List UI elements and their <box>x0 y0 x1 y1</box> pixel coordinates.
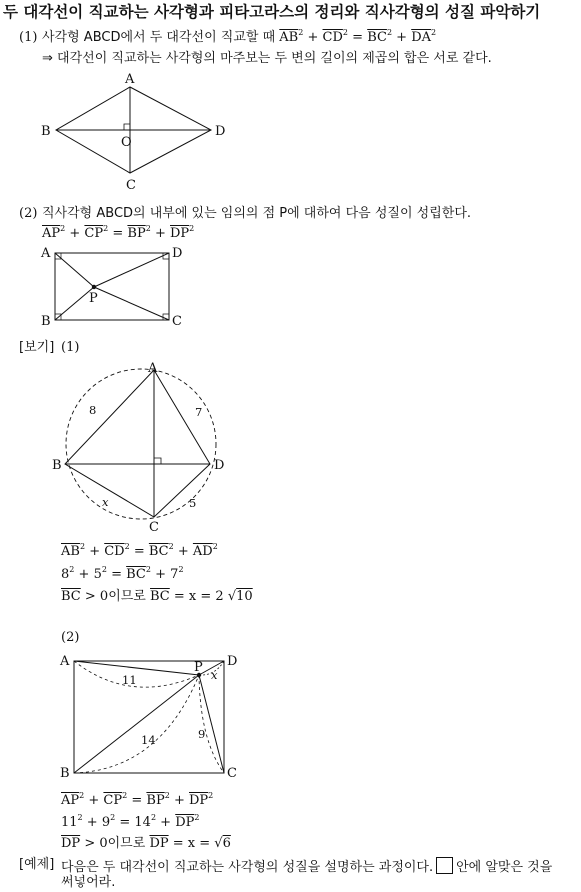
vertex-label-B: B <box>60 766 70 781</box>
length-label-ab: 8 <box>89 403 97 417</box>
length-label-ap: 11 <box>122 673 137 687</box>
vertex-label-D: D <box>214 458 225 473</box>
length-label-cp: 9 <box>198 727 206 741</box>
vertex-label-B: B <box>41 314 51 329</box>
answer-blank-box <box>436 857 453 874</box>
example-1-line-2: $8^2 + 5^2 = \overline{BC}^2 + 7^2$ <box>61 565 184 582</box>
point-label-P: P <box>89 291 98 306</box>
length-label-bc: x <box>102 495 109 509</box>
example-1-line-3: $\overline{BC} > 0$이므로 $\overline{BC} = x = 2$ √10 <box>61 589 253 604</box>
example-tag: [보기] <box>19 340 55 355</box>
length-label-dp: x <box>211 668 218 682</box>
vertex-label-A: A <box>41 246 51 261</box>
section-1-conclusion: ⇒ 대각선이 직교하는 사각형의 마주보는 두 변의 길이의 제곱의 합은 서로 같다. <box>42 51 492 66</box>
length-label-bp: 14 <box>141 733 156 747</box>
vertex-label-B: B <box>41 124 51 139</box>
vertex-label-D: D <box>227 654 238 669</box>
example-1-line-1: $\overline{AB}^2 + \overline{CD}^2 = \overline{BC}^2 + \overline{AD}^2$ <box>61 542 218 559</box>
section-1-number: (1) <box>19 30 38 45</box>
problem-text-line-2: 써넣어라. <box>61 875 116 890</box>
problem-text-line-1: 다음은 두 대각선이 직교하는 사각형의 성질을 설명하는 과정이다. 안에 알맞은 것을 <box>61 857 552 876</box>
length-label-ad: 7 <box>195 405 203 419</box>
vertex-label-B: B <box>52 458 62 473</box>
problem-tag: [예제] <box>19 857 55 872</box>
example-1-number: (1) <box>61 340 80 355</box>
example-2-number: (2) <box>61 630 80 645</box>
point-label-P: P <box>194 660 203 675</box>
vertex-label-C: C <box>126 178 136 193</box>
page-title: 두 대각선이 직교하는 사각형과 피타고라스의 정리와 직사각형의 성질 파악하기 <box>3 3 541 21</box>
vertex-label-C: C <box>227 766 237 781</box>
vertex-label-D: D <box>215 124 226 139</box>
example-2-line-1: $\overline{AP}^2 + \overline{CP}^2 = \overline{BP}^2 + \overline{DP}^2$ <box>61 791 214 808</box>
example-2-line-3: $\overline{DP} > 0$이므로 $\overline{DP} = x = √6$ <box>61 836 231 851</box>
vertex-label-A: A <box>125 72 135 87</box>
vertex-label-D: D <box>172 246 183 261</box>
example-2-line-2: $11^2 + 9^2 = 14^2 + \overline{DP}^2$ <box>61 813 200 830</box>
intersection-label-O: O <box>121 135 132 150</box>
section-1-statement: 사각형 ABCD에서 두 대각선이 직교할 때 $\overline{AB}^2 + \overline{CD}^2 = \overline{BC}^2 + \overline{DA}^2$ <box>42 28 437 45</box>
length-label-cd: 5 <box>189 496 197 510</box>
vertex-label-A: A <box>60 654 70 669</box>
section-2-number: (2) <box>19 206 38 221</box>
section-2-equation: $\overline{AP}^2 + \overline{CP}^2 = \overline{BP}^2 + \overline{DP}^2$ <box>42 224 195 241</box>
section-2-statement: 직사각형 ABCD의 내부에 있는 임의의 점 P에 대하여 다음 성질이 성립한다. <box>42 206 472 221</box>
vertex-label-C: C <box>172 314 182 329</box>
vertex-label-C: C <box>149 520 159 535</box>
vertex-label-A: A <box>148 361 158 376</box>
